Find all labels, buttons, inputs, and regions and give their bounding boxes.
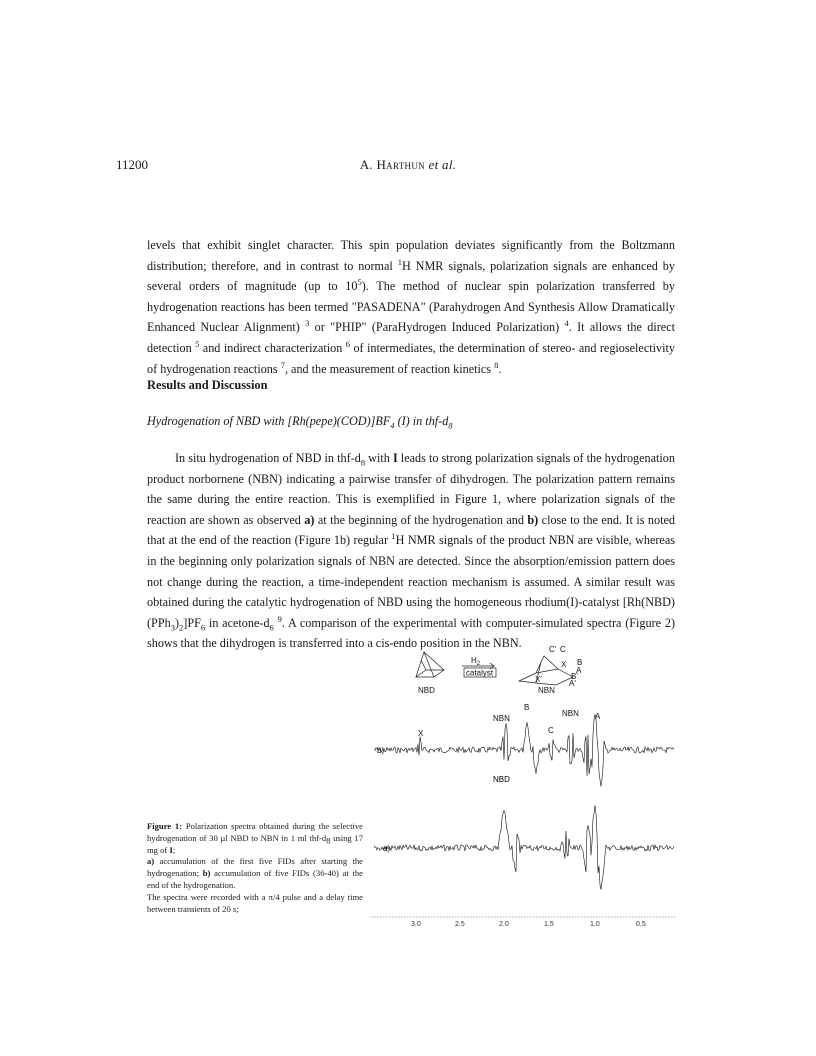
spectrum-trace-b <box>374 714 674 786</box>
page-number: 11200 <box>116 157 149 172</box>
author-name: Harthun <box>376 157 425 172</box>
figure-caption: Figure 1: Polarization spectra obtained during the selective hydrogenation of 30 µl NBD to NBN in 1 ml thf-$d_8$ using 17 mg of I; a) accumulation of the first five FIDs after starting the hydrogenation; b) accumulation of five FIDs (36-40) at the end of the hydrogenation. The spectra were recorded with a π/4 pulse and a delay time between transients of 20 s; <box>147 821 363 914</box>
peak-label-nbn-1: NBN <box>493 714 510 723</box>
atom-label-x-prime: X' <box>535 675 542 684</box>
intro-paragraph: levels that exhibit singlet character. This spin population deviates significantly from the Boltzmann distribution; therefore, and in contrast to normal $^1$H NMR signals, polarization signals are enhanced by several orders of magnitude (up to $10^5$). The method of nuclear spin polarization transferred by hydrogenation reactions has been termed "PASADENA" (Parahydrogen And Synthesis Allow Dramatically Enhanced Nuclear Alignment) $^3$ or "PHIP" (ParaHydrogen Induced Polarization) $^4$. It allows the direct detection $^5$ and indirect characterization $^6$ of intermediates, the determination of stereo- and regioselectivity of hydrogenation reactions $^7$, and the measurement of reaction kinetics $^8$. <box>147 238 675 376</box>
peak-label-x: X <box>418 729 424 738</box>
tick-label: 1.5 <box>544 921 554 928</box>
peak-label-c: C <box>548 726 554 735</box>
tick-label: 2.5 <box>455 921 465 928</box>
trace-b-label: b) <box>377 746 385 755</box>
peak-label-a: A <box>595 712 601 721</box>
atom-label-b-prime: B' <box>571 672 578 681</box>
main-paragraph: In situ hydrogenation of NBD in thf-$d_8$ with I leads to strong polarization signals of the hydrogenation product norbornene (NBN) indicating a pairwise transfer of dihydrogen. The polarization pattern remains the same during the entire reaction. This is exemplified in Figure 1, where polarization signals of the reaction are shown as observed a) at the beginning of the hydrogenation and b) close to the end. It is noted that at the end of the reaction (Figure 1b) regular $^1$H NMR signals of the product NBN are visible, whereas in the beginning only polarization signals of NBN are detected. Since the absorption/emission pattern does not change during the reaction, a time-independent reaction mechanism is assumed. A similar result was obtained during the catalytic hydrogenation of NBD using the homogeneous rhodium(I)-catalyst $[Rh(NBD)(PPh_3)_2]PF_6$ in acetone-$d_6$ $^9$. A comparison of the experimental with computer-simulated spectra (Figure 2) shows that the dihydrogen is transferred into a cis-endo position in the NBN. <box>147 451 675 651</box>
peak-label-b: B <box>524 703 530 712</box>
peak-label-nbd: NBD <box>493 775 510 784</box>
spectrum-trace-a <box>374 805 674 889</box>
running-header <box>0 157 816 173</box>
figure-1 <box>366 640 686 930</box>
product-label: NBN <box>538 686 555 695</box>
nbd-structure <box>416 652 444 677</box>
author-initial: A. <box>359 157 377 172</box>
peak-label-nbn-2: NBN <box>562 709 579 718</box>
tick-label: 0.5 <box>636 921 646 928</box>
reaction-scheme <box>416 652 573 685</box>
trace-a-label: a) <box>383 844 391 853</box>
catalyst-label: catalyst <box>466 668 494 678</box>
atom-label-b: B <box>577 658 583 667</box>
section-heading: Results and Discussion <box>147 378 268 392</box>
reagent-label: $H_2$ <box>471 656 481 667</box>
tick-label: 1.0 <box>590 921 600 928</box>
caption-label: Figure 1: <box>147 821 183 831</box>
atom-label-a: A <box>576 666 582 675</box>
reactant-label: NBD <box>418 686 435 695</box>
tick-label: 3.0 <box>411 921 421 928</box>
atom-label-x: X <box>561 660 567 669</box>
tick-label: 2.0 <box>499 921 509 928</box>
atom-label-c-prime: C' <box>549 645 557 654</box>
atom-label-c: C <box>560 645 566 654</box>
et-al: et al. <box>428 157 457 172</box>
subsection-heading: Hydrogenation of NBD with $[Rh(pepe)(COD)]BF_4$ (I) in thf-$d_8$ <box>147 414 453 431</box>
atom-label-a-prime: A' <box>569 679 576 688</box>
